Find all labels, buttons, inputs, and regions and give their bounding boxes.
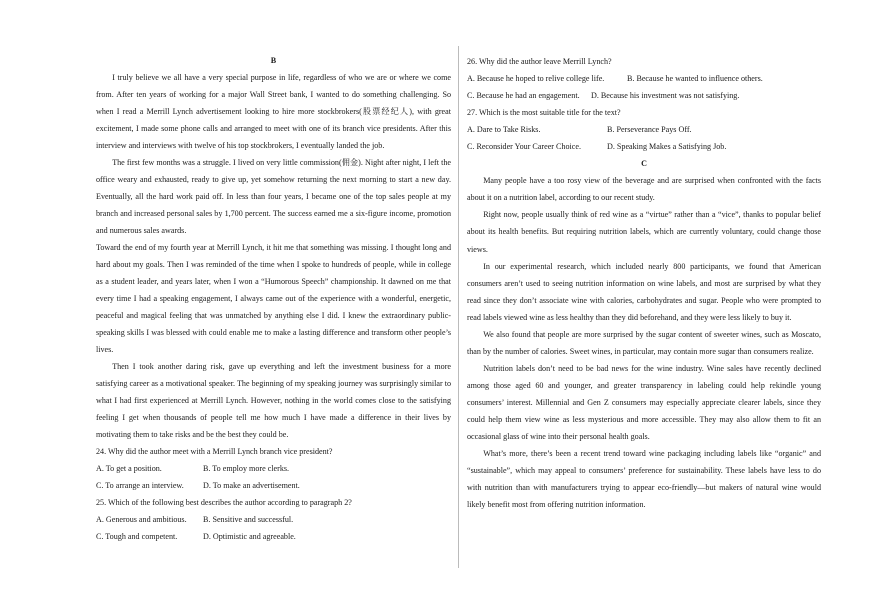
- passage-b-paragraph-2: The first few months was a struggle. I lived on very little commission(佣金). Night after night, I left the office weary and exhausted, ready to give up, yet somehow returning the next morning to start a new day. Eventually, all the hard work paid off. In less than four years, I became one of the top sales people at my branch and increased personal sales by 1,700 percent. The success earned me a six-figure income, promotion and numerous sales awards.: [96, 158, 451, 235]
- passage-c-paragraph-1: Many people have a too rosy view of the beverage and are surprised when confronted with the facts about it on a nutrition label, according to our recent study.: [467, 176, 821, 203]
- passage-c-paragraph-4: We also found that people are more surprised by the sugar content of sweeter wines, such as Moscato, than by the number of calories. Sweet wines, in particular, may contain more sugar than consumers realize.: [467, 329, 821, 356]
- option-26b[interactable]: B. Because he wanted to influence others.: [627, 74, 763, 84]
- column-divider: [458, 46, 459, 568]
- option-27b[interactable]: B. Perseverance Pays Off.: [607, 125, 692, 135]
- option-25a[interactable]: A. Generous and ambitious.: [96, 515, 187, 524]
- section-b-heading: B: [270, 56, 277, 65]
- question-27: 27. Which is the most suitable title for the text?: [467, 108, 621, 118]
- passage-c-paragraph-3: In our experimental research, which included nearly 800 participants, we found that American consumers aren’t used to seeing nutrition information on wine labels, and most are surprised by what they read since they don’t associate wine with calories, carbohydrates and sugar. People who were prompted to read labels viewed wine as less healthy than they did beforehand, and they were less likely to buy it.: [467, 261, 821, 322]
- question-26-options-row-1: [467, 70, 821, 87]
- left-column: [96, 52, 451, 560]
- option-25c[interactable]: C. Tough and competent.: [96, 532, 178, 541]
- question-24: 24. Why did the author meet with a Merrill Lynch branch vice president?: [96, 447, 333, 456]
- option-26a[interactable]: A. Because he hoped to relive college life.: [467, 74, 605, 84]
- question-25-options-row-2: [96, 528, 451, 545]
- question-27-options-row-2: [467, 138, 821, 155]
- passage-b-paragraph-1: I truly believe we all have a very special purpose in life, regardless of who we are or where we come from. After ten years of working for a major Wall Street bank, I wanted to do something challenging. So when I read a Merrill Lynch advertisement looking to hire more stockbrokers(股票经纪人), with great excitement, I made some phone calls and arranged to meet with one of its branch vice presidents. After this interview and interviews with twelve of his top stockbrokers, I eventually landed the job.: [96, 73, 451, 150]
- passage-b-paragraph-4: Then I took another daring risk, gave up everything and left the investment business for a more satisfying career as a motivational speaker. The beginning of my speaking journey was surprisingly similar to what I had first experienced at Merrill Lynch. However, nothing in the world comes close to the satisfying feeling I get when thousands of people tell me how much I have made a difference in their lives by motivating them to take risks and be the best they could be.: [96, 362, 451, 439]
- question-25: 25. Which of the following best describes the author according to paragraph 2?: [96, 498, 352, 507]
- question-24-options-row-1: [96, 460, 451, 477]
- option-27c[interactable]: C. Reconsider Your Career Choice.: [467, 142, 581, 152]
- question-24-options-row-2: [96, 477, 451, 494]
- passage-c-paragraph-5: Nutrition labels don’t need to be bad news for the wine industry. Wine sales have recently declined among those aged 60 and younger, and greater transparency in labeling could help rekindle young consumers’ interest. Millennial and Gen Z consumers may especially appreciate clearer labels, since they could help them view wine as less mysterious and more accessible. They may also allow them to fit an occasional glass of wine into their personal health goals.: [467, 363, 821, 442]
- option-24d[interactable]: D. To make an advertisement.: [203, 481, 300, 490]
- option-24b[interactable]: B. To employ more clerks.: [203, 464, 290, 473]
- passage-c-paragraph-2: Right now, people usually think of red wine as a “virtue” rather than a “vice”, thanks to popular belief about its health benefits. But requiring nutrition labels, which are currently voluntary, could change those views.: [467, 210, 821, 254]
- question-27-options-row-1: [467, 121, 821, 138]
- option-27a[interactable]: A. Dare to Take Risks.: [467, 125, 541, 135]
- option-24a[interactable]: A. To get a position.: [96, 464, 162, 473]
- section-c-heading: C: [641, 159, 647, 169]
- right-column: [467, 53, 821, 561]
- option-26c[interactable]: C. Because he had an engagement.: [467, 91, 580, 101]
- option-26d[interactable]: D. Because his investment was not satisfying.: [591, 91, 740, 101]
- question-26-options-row-2: [467, 87, 821, 104]
- option-24c[interactable]: C. To arrange an interview.: [96, 481, 184, 490]
- option-25d[interactable]: D. Optimistic and agreeable.: [203, 532, 296, 541]
- option-27d[interactable]: D. Speaking Makes a Satisfying Job.: [607, 142, 727, 152]
- passage-c-paragraph-6: What’s more, there’s been a recent trend toward wine packaging including labels like “organic” and “sustainable”, which may appeal to consumers’ preference for sustainability. These labels have less to do with nutrition than with manufacturers trying to appear eco-friendly—but makers of natural wine would likely benefit most from offering nutrition information.: [467, 449, 821, 510]
- question-26: 26. Why did the author leave Merrill Lynch?: [467, 57, 612, 66]
- passage-b-paragraph-3: Toward the end of my fourth year at Merrill Lynch, it hit me that something was missing. I thought long and hard about my goals. Then I was reminded of the time when I spoke to hundreds of people, while in college as a student leader, and years later, when I won a “Humorous Speech” championship. It dawned on me that every time I had a speaking engagement, I always came out of the experience with a wonderful, energetic, peaceful and magical feeling that was unmatched by anything else I did. I knew the extraordinary public-speaking skills I was blessed with could enable me to make a lasting difference and transform other people’s lives.: [96, 243, 451, 354]
- option-25b[interactable]: B. Sensitive and successful.: [203, 515, 294, 524]
- question-25-options-row-1: [96, 511, 451, 528]
